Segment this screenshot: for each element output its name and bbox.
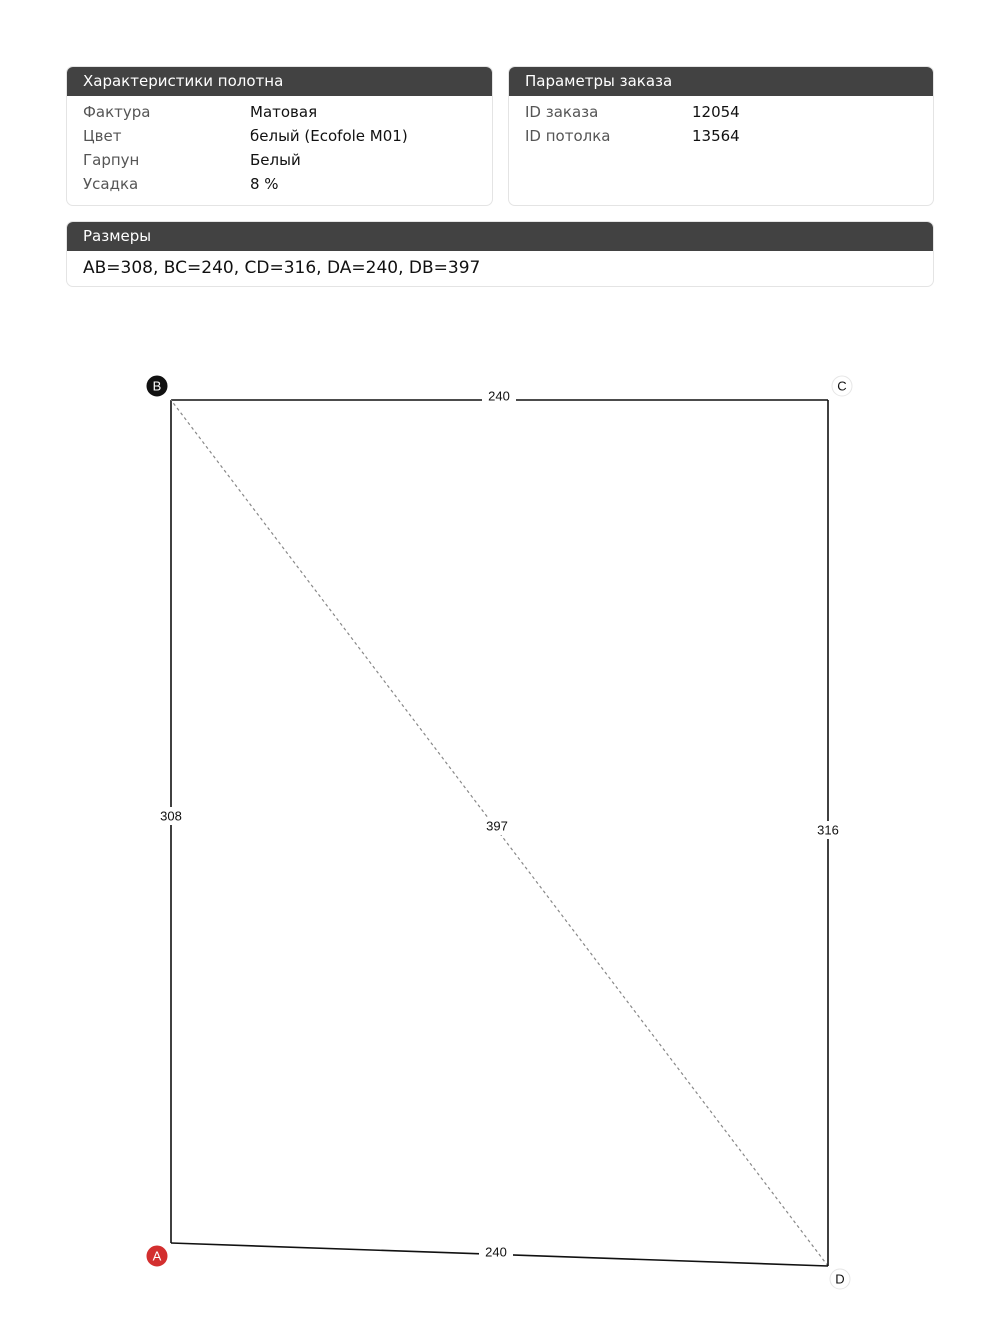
vertex-label: A (152, 1248, 162, 1264)
shrinkage-value: 8 % (250, 175, 279, 193)
vertex-label: C (837, 378, 847, 394)
edge-label-text: 316 (817, 822, 839, 838)
vertex-label: D (835, 1271, 845, 1287)
ceiling-id-value: 13564 (692, 127, 740, 145)
edge-label-bc (482, 387, 516, 405)
harpoon-label: Гарпун (83, 151, 140, 169)
shrinkage-label: Усадка (83, 175, 139, 193)
vertex-b-marker (147, 376, 167, 396)
edge-label-text: 308 (160, 808, 182, 824)
ceiling-id-label: ID потолка (525, 127, 611, 145)
order-params-header: Параметры заказа (509, 67, 933, 96)
color-value: белый (Ecofole M01) (250, 127, 408, 145)
edge-label-text: 397 (486, 818, 508, 834)
vertex-d-marker (830, 1269, 850, 1289)
edge-label-cd (811, 821, 845, 839)
texture-label: Фактура (83, 103, 151, 121)
vertex-c-marker (832, 376, 852, 396)
characteristics-header: Характеристики полотна (67, 67, 492, 96)
vertex-label: B (152, 378, 162, 394)
edge-label-text: 240 (485, 1244, 507, 1260)
dimensions-header: Размеры (67, 222, 933, 251)
dimensions-summary: AB=308, BC=240, CD=316, DA=240, DB=397 (83, 258, 481, 278)
order-id-value: 12054 (692, 103, 740, 121)
color-label: Цвет (83, 127, 122, 145)
order-id-label: ID заказа (525, 103, 599, 121)
vertex-a-marker (147, 1246, 167, 1266)
harpoon-value: Белый (250, 151, 301, 169)
edge-label-text: 240 (488, 388, 510, 404)
edge-label-db (480, 817, 514, 835)
edge-label-da (479, 1243, 513, 1261)
edge-label-ab (154, 807, 188, 825)
texture-value: Матовая (250, 103, 318, 121)
